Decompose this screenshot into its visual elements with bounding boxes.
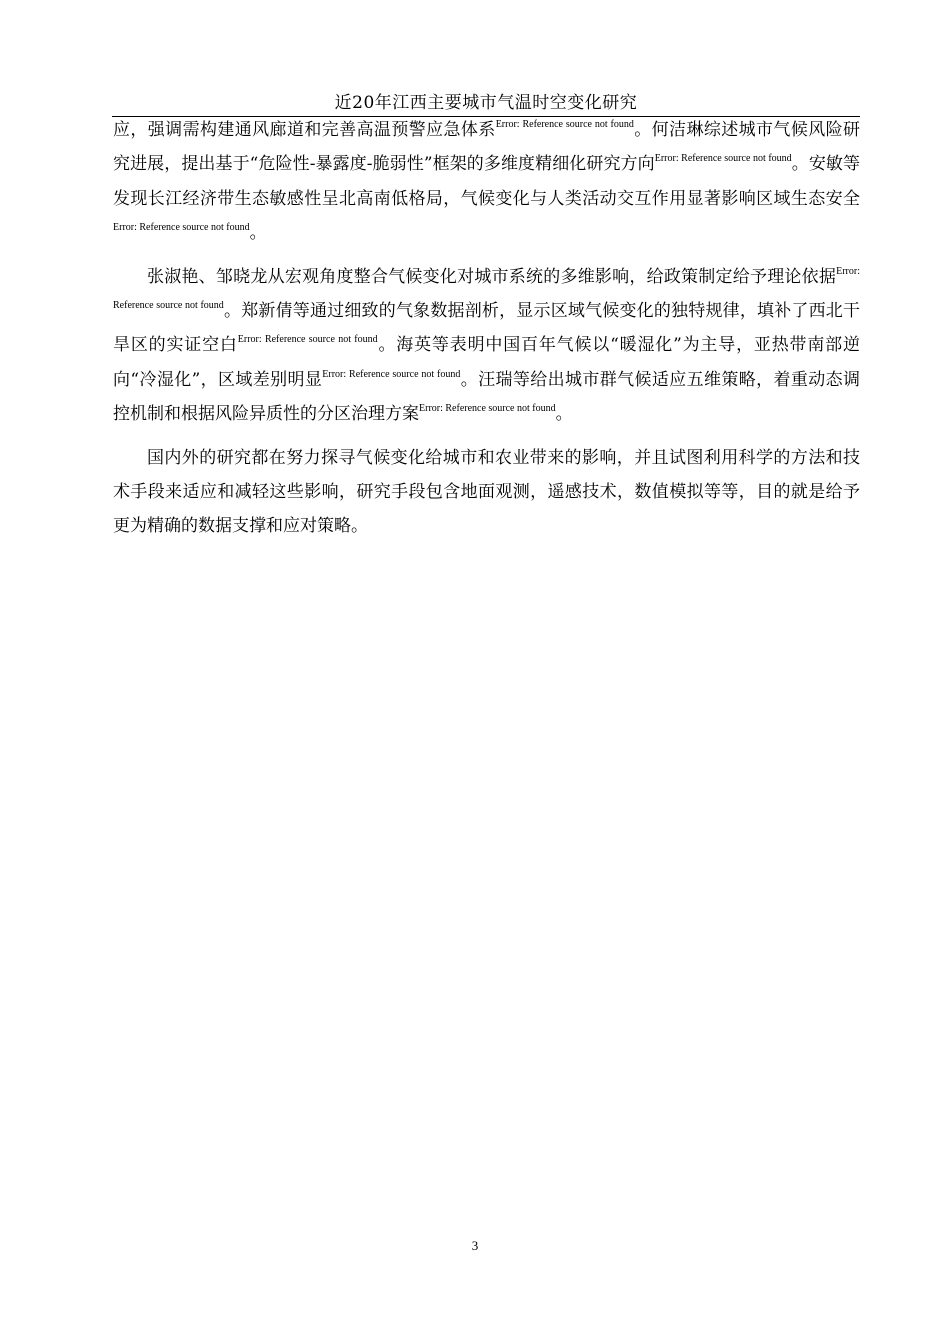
text-run: 。 xyxy=(249,223,267,244)
reference-error-marker: Error: Reference source not found xyxy=(113,222,250,234)
reference-error-marker: Error: Reference source not found xyxy=(495,119,634,130)
reference-error-marker: Error: Reference source not found xyxy=(237,334,378,346)
paragraph-3 xyxy=(113,441,860,544)
text-run: 应，强调需构建通风廊道和完善高温预警应急体系 xyxy=(113,120,496,140)
text-run: 张淑艳、邹晓龙从宏观角度整合气候变化对城市系统的多维影响，给政策制定给予理论依据 xyxy=(147,266,837,287)
running-header: 近20年江西主要城市气温时空变化研究 xyxy=(112,90,860,117)
text-run: 国内外的研究都在努力探寻气候变化给城市和农业带来的影响，并且试图利用科学的方法和技术手段来适应和减轻这些影响，研究手段包含地面观测，遥感技术，数值模拟等等，目的就是给予更为精确的数据支撑和应对策略。 xyxy=(113,447,860,537)
reference-error-marker: Error: Reference source not found xyxy=(113,265,860,312)
paragraph-2 xyxy=(113,260,860,432)
reference-error-marker: Error: Reference source not found xyxy=(654,153,792,165)
page-number: 3 xyxy=(471,1238,479,1253)
paragraph-1 xyxy=(113,113,860,251)
body-text xyxy=(113,113,860,553)
text-run: 。何洁琳综述城市气候风险研究进展，提出基于“危险性-暴露度-脆弱性”框架的多维度精细化研究方向 xyxy=(113,120,861,175)
text-run: 。 xyxy=(555,404,573,425)
text-run: 。海英等表明中国百年气候以“暖湿化”为主导，亚热带南部逆向“冷湿化”，区域差别明显 xyxy=(113,335,860,390)
reference-error-marker: Error: Reference source not found xyxy=(419,403,556,415)
reference-error-marker: Error: Reference source not found xyxy=(322,368,461,380)
text-run: 。汪瑞等给出城市群气候适应五维策略，着重动态调控机制和根据风险异质性的分区治理方案 xyxy=(113,369,860,425)
text-run: 。安敏等发现长江经济带生态敏感性呈北高南低格局，气候变化与人类活动交互作用显著影响区域生态安全 xyxy=(113,154,861,209)
text-run: 。郑新倩等通过细致的气象数据剖析，显示区域气候变化的独特规律，填补了西北干旱区的实证空白 xyxy=(113,301,860,356)
